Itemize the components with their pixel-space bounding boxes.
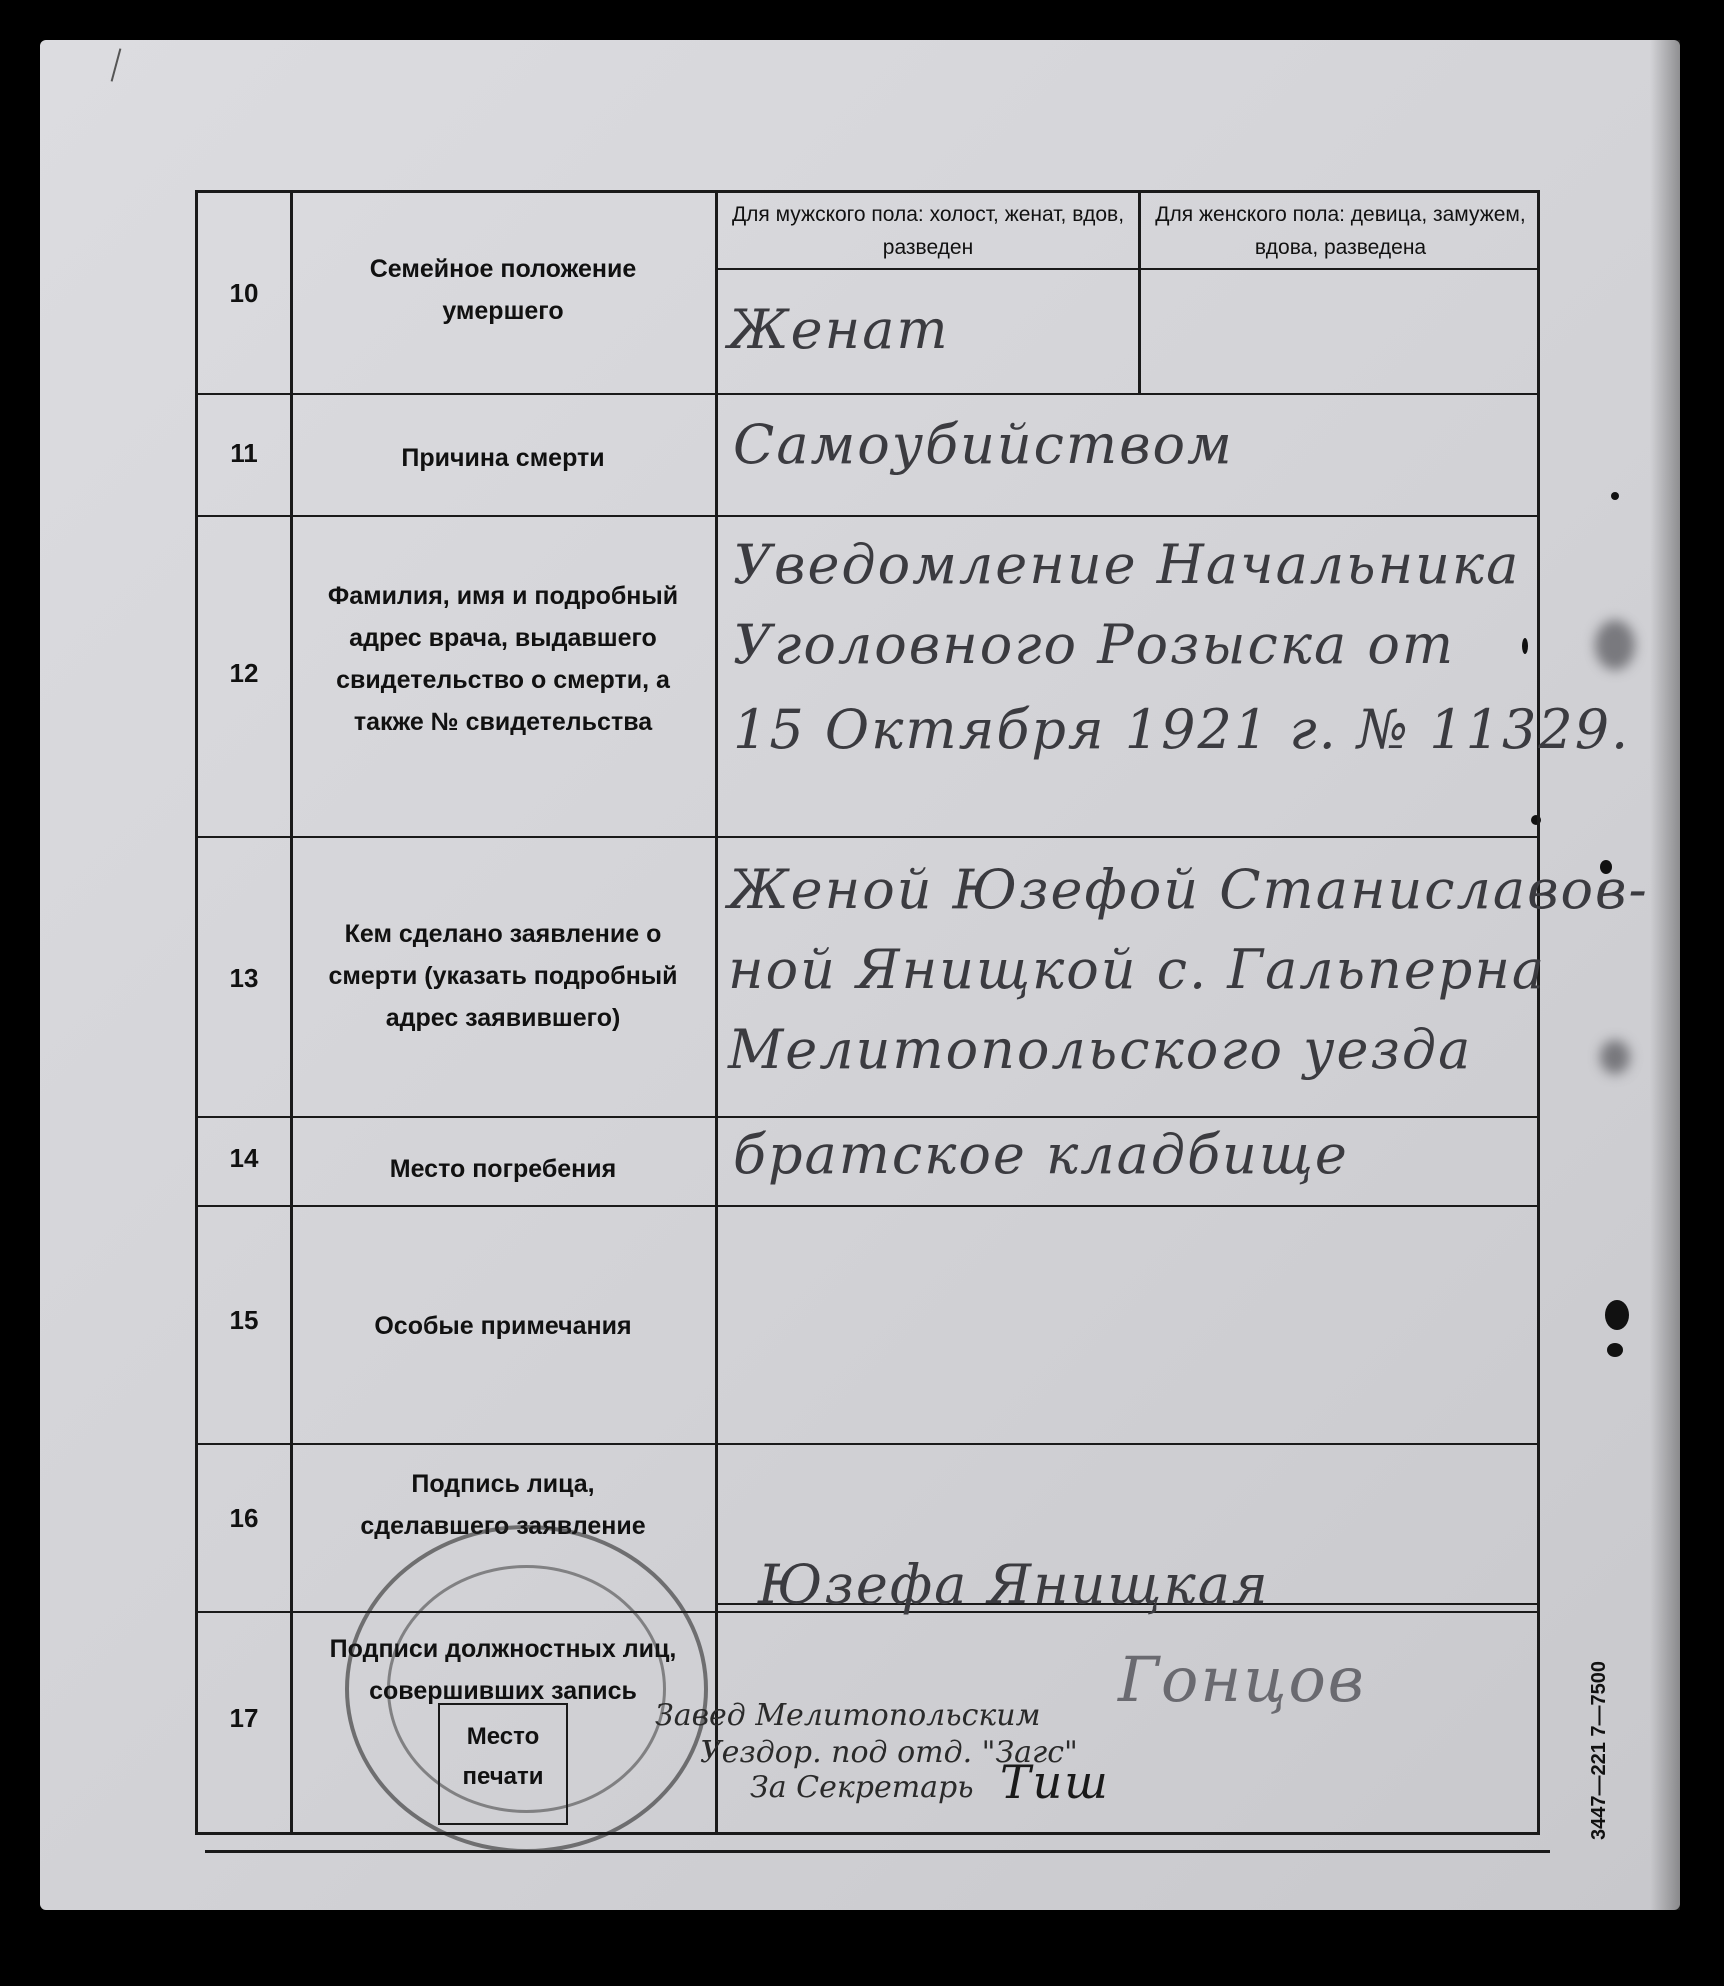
female-status-header: Для женского пола: девица, замужем, вдова, разведена: [1155, 203, 1526, 259]
row-13-value-line-3: Мелитопольского уезда: [728, 1018, 1473, 1081]
bottom-rule: [205, 1850, 1550, 1853]
row-12-value-line-3: 15 Октября 1921 г. № 11329.: [733, 698, 1631, 761]
row-10-number: 10: [229, 278, 259, 308]
row-17-signature: Гонцов: [1118, 1643, 1366, 1716]
row-10-label: Семейное положение умершего: [369, 255, 637, 325]
row-13-value-line-2: ной Янищкой с. Гальперна: [728, 938, 1547, 1001]
row-12-value-line-2: Уголовного Розыска от: [733, 613, 1456, 676]
seal-place-label-1: Место: [466, 1723, 540, 1750]
secretary-signature: Тиш: [1000, 1755, 1110, 1809]
row-13-label: Кем сделано заявление о смерти (указать подробный адрес заявившего): [328, 920, 678, 1032]
row-17-number: 17: [229, 1703, 259, 1733]
row-14-value: братское кладбище: [733, 1123, 1349, 1186]
row-11-label: Причина смерти: [401, 444, 605, 472]
corner-mark: [111, 48, 122, 81]
row-15-number: 15: [229, 1305, 259, 1335]
form-code: 3447—221 7—7500: [1588, 1660, 1610, 1840]
row-14-number: 14: [229, 1143, 259, 1173]
male-status-header: Для мужского пола: холост, женат, вдов, разведен: [731, 203, 1125, 259]
office-stamp-line-1: Завед Мелитопольским: [655, 1698, 1041, 1733]
row-13-value-line-1: Женой Юзефой Станиславов-: [728, 858, 1649, 921]
row-11-number: 11: [230, 438, 258, 468]
row-12-value-line-1: Уведомление Начальника: [733, 533, 1521, 596]
row-16-number: 16: [229, 1503, 259, 1533]
seal-place-label-2: печати: [462, 1763, 544, 1790]
row-12-label: Фамилия, имя и подробный адрес врача, выдавшего свидетельство о смерти, а также № свидетельства: [327, 582, 679, 736]
row-14-label: Место погребения: [389, 1155, 617, 1183]
row-16-label: Подпись лица, сделавшего заявление: [360, 1470, 646, 1540]
office-stamp-line-2: Уездор. под отд. "Загс": [700, 1735, 1078, 1770]
row-15-label: Особые примечания: [374, 1312, 632, 1340]
row-16-value: Юзефа Янищкая: [758, 1553, 1270, 1616]
office-stamp-line-3: За Секретарь: [750, 1770, 974, 1805]
row-17-label: Подписи должностных лиц, совершивших запись: [329, 1635, 677, 1705]
row-12-number: 12: [229, 658, 259, 688]
row-10-value: Женат: [728, 298, 950, 361]
seal-place-box: [438, 1703, 568, 1825]
row-11-value: Самоубийством: [733, 413, 1234, 476]
row-13-number: 13: [229, 963, 259, 993]
